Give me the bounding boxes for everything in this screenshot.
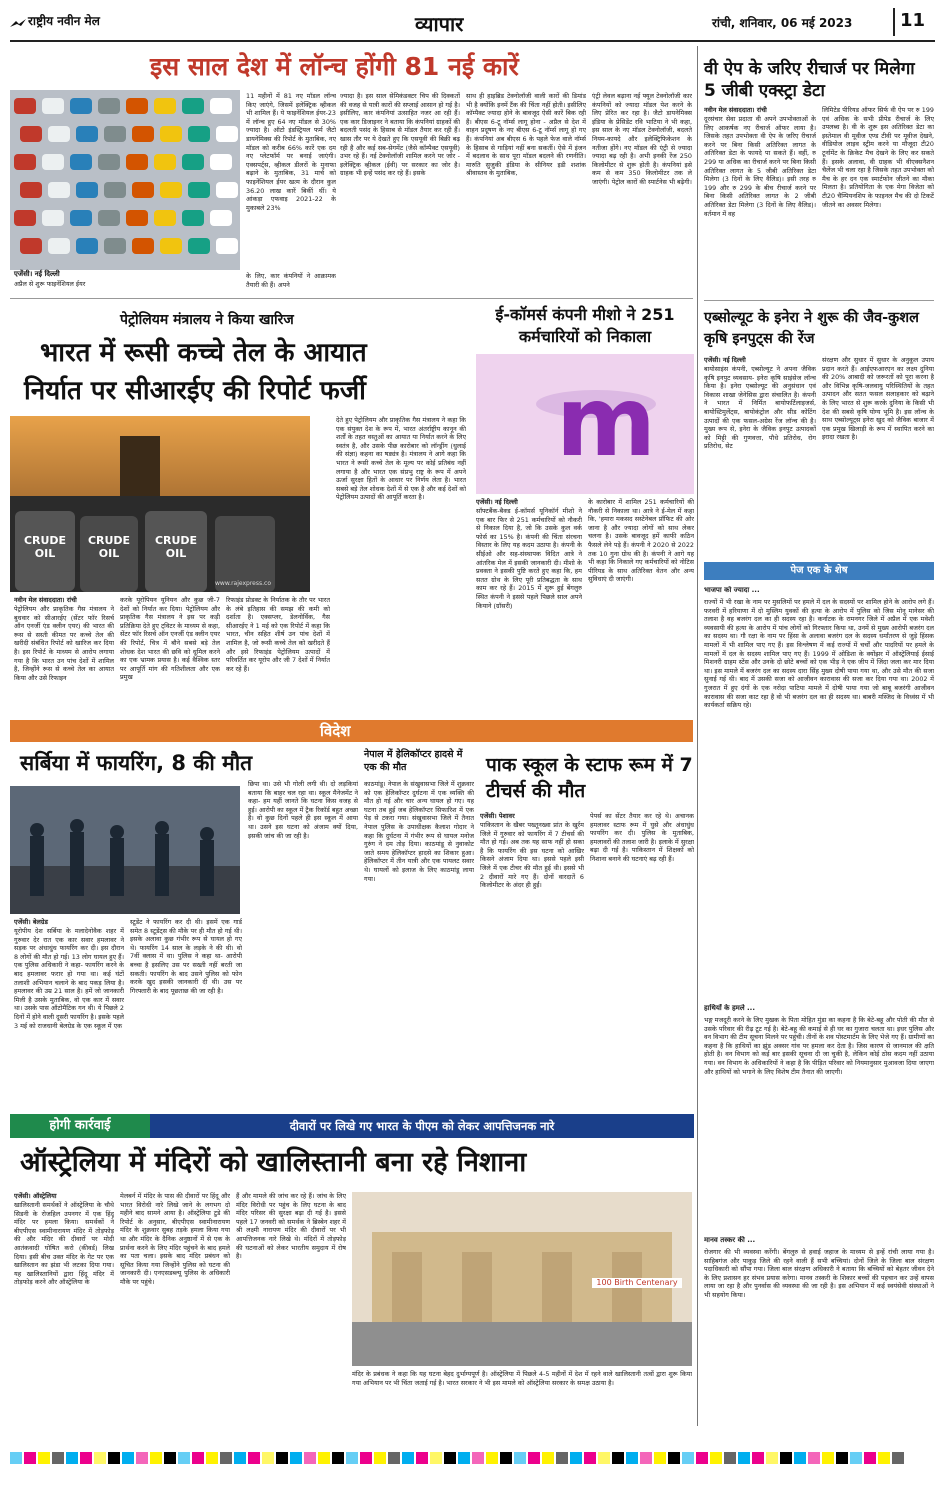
registration-square: [780, 1452, 792, 1464]
masthead: [0, 0, 945, 40]
australia-kicker: दीवारों पर लिखे गए भारत के पीएम को लेकर आपत्तिजनक नारे: [289, 1119, 555, 1133]
pakistan-byline: एजेंसी। पेशावर: [480, 812, 515, 820]
trafficker-body: रोजगार की भी व्यवस्था करेंगी। बेंगलुरु से हवाई जहाज के माध्यम से इन्हें रांची लाया गया है। साहिबगंज और पाकुड़ जिले की रहने वाली हैं सभी बच्चियां। दोनों जिले के जिला बाल संरक्षण पदाधिकारी को सौंपा गया। जिला बाल संरक्षण अधिकारी ने बताया कि बच्चियों को बेहतर जीवन देने के लिए प्रशासन हर संभव प्रयास करेगा। मानव तस्करी के शिकार बच्चों की पहचान कर उन्हें वापस लाया जा रहा है और पुनर्वास की व्यवस्था की जा रही है। इस अभियान में कई स्वयंसेवी संस्थाओं ने भी सहयोग किया।: [704, 1248, 934, 1299]
australia-body-1: खालिस्तानी समर्थकों ने ऑस्ट्रेलिया के चौथे सिडनी के रोजहिल उपनगर में एक हिंदू मंदिर पर हमला किया। समर्थकों ने बीएपीएस स्वामीनारायण मंदिर में तोड़फोड़ की और मंदिर की दीवारों पर मोदी आतंकवादी घोषित करो (कीवर्ड) लिख दिया। इसी बीच उक्त मंदिर के गेट पर एक खालिस्तान का झंडा भी लटका दिया गया। यह खालिस्तानियों द्वारा हिंदू मंदिर में तोड़फोड़ करने और ऑस्ट्रेलिया के: [14, 1201, 114, 1287]
recharge-headline: वी ऐप के जरिए रीचार्ज पर मिलेगा 5 जीबी एक्स्ट्रा डेटा: [704, 59, 915, 101]
paper-name: राष्ट्रीय नवीन मेल: [28, 14, 100, 28]
registration-square: [570, 1452, 582, 1464]
registration-square: [388, 1452, 400, 1464]
registration-square: [192, 1452, 204, 1464]
registration-square: [528, 1452, 540, 1464]
registration-square: [52, 1452, 64, 1464]
australia-body-3: हैं और मामले की जांच कर रहे हैं। जांच के लिए मंदिर विरोधी पर पहुंच के लिए घटना के बाद मंदिर परिसर की सुरक्षा बढ़ा दी गई है। इससे पहले 17 जनवरी को समर्थक ने ब्रिस्बेन शहर में श्री लक्ष्मी नारायण मंदिर की दीवारों पर भी आपत्तिजनक नारे लिखे थे। मंदिरों में तोड़फोड़ की घटनाओं को लेकर भारतीय समुदाय में रोष है।: [236, 1192, 346, 1261]
cars-body-2: ज्यादा है। इस साल सेमिकंडक्टर चिप की दिक्कतों की वजह से यात्री कारों की सप्लाई आसान हो गई है। इसीलिए, कार कंपनियां उत्साहित नजर आ रही हैं। एक कार डिजाइनर ने बताया कि कंपनियां ग्राहकों की बदलती पसंद के हिसाब से मॉडल तैयार कर रही हैं। खास तौर पर ये देखते हुए कि एसयूवी की बिक्री बढ़ रही है और कई सब-सेगमेंट (जैसे कॉम्पैक्ट एसयूवी) उभर रहे हैं। नई टेक्नोलॉजी शामिल करने पर जोर - इलेक्ट्रिक व्हीकल (ईवी) पर सरकार का जोर है। ग्राहक भी इन्हें पसंद कर रहे हैं। इसके: [340, 92, 460, 178]
masthead-divider: [893, 8, 895, 36]
photo-credit: www.rajexpress.co: [215, 580, 271, 587]
cars-body-3: साथ ही हाइब्रिड टेक्नोलॉजी वाली कारों की डिमांड भी है क्योंकि इनमें टैंक की चिंता नहीं होती। इसीलिए कॉम्पैक्ट ज्यादा होने के बावजूद ऐसी कारें बिक रही हैं। बीएस 6-टू नॉर्म्स लागू होना - अप्रैल से देश में वाहन प्रदूषण के नए बीएस 6-टू नॉर्म्स लागू हो गए हैं। कंपनियां अब बीएस 6 के पहले फेज वाले नॉर्म्स के हिसाब से गाड़ियां नहीं बना सकतीं। ऐसे में इंजन में बदलाव के साथ पूरा मॉडल बदलने की रणनीति। मारुति सुजुकी इंडिया के सीनियर इडी शशांक श्रीवास्तव के मुताबिक,: [466, 92, 586, 178]
registration-square: [850, 1452, 862, 1464]
meesho-photo: [476, 354, 694, 494]
trafficker-label: मानव तस्कर की ...: [704, 1236, 756, 1244]
meesho-headline: ई-कॉमर्स कंपनी मीशो ने 251 कर्मचारियों को निकाला: [495, 305, 675, 346]
registration-square: [696, 1452, 708, 1464]
registration-square: [430, 1452, 442, 1464]
registration-square: [108, 1452, 120, 1464]
australia-kicker-bar: [150, 1114, 694, 1138]
meesho-logo: m: [556, 366, 657, 478]
absolute-headline: एब्सोल्यूट के इनेरा ने शुरू की जैव-कुशल कृषि इनपुट्स की रेंज: [704, 310, 919, 347]
registration-square: [822, 1452, 834, 1464]
bjp-label: भाजपा को ज्यादा ...: [704, 586, 760, 594]
registration-square: [710, 1452, 722, 1464]
elephant-body: भङ्ग मजदूरी करने के लिए मुखक के पिता मोहित मुंडा का कहना है कि बेटे-बहू और पोती की मौत से उसके परिवार की रीढ़ टूट गई है। बेटे-बहू की कमाई से ही घर का गुजारा चलता था। इधर पुलिस और वन विभाग की टीम सूचना मिलने पर पहुंची। तीनों के शव पोस्टमार्टम के लिए भेजे गए हैं। ग्रामीणों का कहना है कि हाथियों का झुंड अक्सर गांव पर हमला कर देता है। जिस कारण से जानमाल की क्षति होती है। वन विभाग को कई बार इसकी सूचना दी जा चुकी है, लेकिन कोई ठोस कदम नहीं उठाया गया। वन विभाग के अधिकारियों ने कहा है कि पीड़ित परिवार को नियमानुसार मुआवजा दिया जाएगा और हाथियों को भगाने के लिए विशेष टीम तैनात की जाएगी।: [704, 1016, 934, 1076]
registration-square: [248, 1452, 260, 1464]
videsh-label: विदेश: [320, 722, 351, 740]
meesho-body-2: के कारोबार में शामिल 251 कर्मचारियों की नौकरी से निकाला था। आत्रे ने ई-मेल में कहा कि, 'हमारा मकसद सस्टेनेबल प्रॉफिट की ओर जाना है और ज्यादा लोगों को साथ लेकर चलना है। उसके बावजूद हमें काफी कठिन फैसले लेने पड़े हैं। कंपनी ने 2020 से 2022 तक 10 गुना ग्रोथ की है। कंपनी ने आगे यह भी कहा कि निकाले गए कर्मचारियों को नोटिस पीरियड के साथ अतिरिक्त वेतन और अन्य सुविधाएं दी जाएंगी।: [588, 498, 694, 584]
cars-body-4: एंट्री लेवल बढ़ाना नई फ्यूल टेक्नोलॉजी कार कंपनियों को ज्यादा मॉडल पेश करने के लिए प्रेरित कर रहा है। जैटो डायनेमिक्स इंडिया के प्रेसिडेंट रवि भाटिया ने भी कहा, इस साल के नए मॉडल टेक्नोलॉजी, बदलते नियम-कायदे और इलेक्ट्रिफिकेशन के नतीजा होंगे। नए मॉडल की एंट्री से ज्यादा ज्यादा बढ़ रही है। अभी इनकी रेंज 250 किलोमीटर से शुरू होती है। कंपनियां इसे कम से कम 350 किलोमीटर तक ले जाएंगी। पेट्रोल कारों की स्पार्टनेस भी बढ़ेगी।: [592, 92, 692, 186]
registration-square: [612, 1452, 624, 1464]
nepal-headline: नेपाल में हेलिकॉप्टर हादसे में एक की मौत: [364, 749, 463, 773]
registration-square: [206, 1452, 218, 1464]
registration-square: [654, 1452, 666, 1464]
australia-body-4: मंदिर के प्रबंधक ने कहा कि यह घटना बेहद दुर्भाग्यपूर्ण है। ऑस्ट्रेलिया में पिछले 4-5 महीनों में देश में रहने वाले खालिस्तानी तत्वों द्वारा शुरू किया गया अभियान पर भी चिंता जताई गई है। भारत सरकार ने भी इस मामले को ऑस्ट्रेलिया सरकार के समक्ष उठाया है।: [352, 1370, 692, 1387]
australia-tag: [10, 1114, 150, 1138]
dateline: रांची, शनिवार, 06 मई 2023: [712, 16, 853, 30]
australia-tag-label: होगी कार्रवाई: [49, 1118, 111, 1133]
registration-square: [38, 1452, 50, 1464]
recharge-body-1: दूरसंचार सेवा प्रदाता वी अपने उपभोक्ताओं के लिए आकर्षक नए रीचार्ज ऑफर लाया है। जिसके तहत उपभोक्ता वी ऐप के जरिए रीचार्ज करने पर बिना किसी अतिरिक्त लागत के अतिरिक्त डेटा के फायदे पा सकते हैं। वहीं, रु 299 या अधिक का रीचार्ज करने पर बिना किसी अतिरिक्त लागत के 5 जीबी अतिरिक्त डेटा मिलेगा (3 दिनों के लिए वैलिड)। इसी तरह रु 199 और रु 299 के बीच रीचार्ज करने पर बिना किसी अतिरिक्त लागत के 2 जीबी अतिरिक्त डेटा मिलेगा (3 दिनों के लिए वैलिड)। वर्तमान में वह: [704, 115, 816, 218]
registration-square: [752, 1452, 764, 1464]
meesho-body-1: सॉफ्टबैंक-बैक्ड ई-कॉमर्स यूनिकॉर्न मीशो ने एक बार फिर से 251 कर्मचारियों को नौकरी से निकाल दिया है, जो कि उसके कुल वर्क फोर्स का 15% है। कंपनी की चिंता संरचना विस्तार के लिए यह कदम उठाया है। कंपनी के सीईओ और सह-संस्थापक विदित आत्रे ने आंतरिक मेल में इसकी जानकारी दी। मीशो के प्रवक्ता ने इसकी पुष्टि करते हुए कहा कि, हम सतत ग्रोथ के लिए पूरी प्रतिबद्धता के साथ काम कर रहे हैं। 2015 में शुरू हुई बेंगलुरु स्थित कंपनी ने इससे पहले पिछले साल अपने कियाने (ग्रॉसरी): [476, 507, 582, 610]
registration-square: [864, 1452, 876, 1464]
registration-square: [94, 1452, 106, 1464]
registration-square: [416, 1452, 428, 1464]
registration-square: [164, 1452, 176, 1464]
cars-body-1: 11 महीनों में 81 नए मॉडल लॉन्च किए जाएंगे, जिसमें इलेक्ट्रिक व्हीकल भी शामिल हैं। ये फाइनेंशियल ईयर-23 में लॉन्च हुए 64 नए मॉडल से 30% ज्यादा है। ऑटो इंडस्ट्रियल फर्म जैटो डायनेमिक्स की रिपोर्ट के मुताबिक, नए मॉडल को करीब 66% कारें एक दम नए प्लेटफॉर्म पर बनाई जाएंगी। एक्सपर्ट्स, व्हीकल डीलरों के मुनाफा बढ़ाने के मुताबिक, 31 मार्च को फाइनेंशियल ईयर खत्म के दौरान कुल 36.20 लाख कारें बिकीं थीं। ये आंकड़ा एफवाइ 2021-22 के मुकाबले 23%: [246, 92, 336, 212]
registration-square: [738, 1452, 750, 1464]
absolute-body-2: संरक्षण और सुधार में सुधार के अनुकूल उपाय प्रदान करते हैं। आईएफआरएन का लक्ष्य दुनिया की 20% आबादी को जरूरतों को पूरा करना है और विभिन्न कृषि-जलवायु परिस्थितियों के तहत उत्पादन और सतत फसल सलाहकार को बढ़ाने के लिए भारत से शुरू करके दुनिया के किसी भी देश की सबसे कृषि योग्य भूमि है। इस लॉन्च के साथ एब्सोल्यूट्स इनेरा खुद को जैविक बाजार में एक प्रमुख खिलाड़ी के रूप में स्थापित करने का इरादा रखता है।: [822, 356, 934, 442]
registration-square: [472, 1452, 484, 1464]
registration-square: [346, 1452, 358, 1464]
barrel-label-1: CRUDE OIL: [23, 534, 67, 560]
registration-square: [808, 1452, 820, 1464]
registration-square: [178, 1452, 190, 1464]
serbia-photo: [10, 786, 240, 914]
elephant-label: हाथियों के हमले ...: [704, 1004, 756, 1012]
registration-square: [640, 1452, 652, 1464]
registration-square: [892, 1452, 904, 1464]
remaining-title-bar: [704, 562, 934, 580]
paper-logo-icon: [10, 14, 26, 24]
registration-square: [374, 1452, 386, 1464]
serbia-body-3: छिपा था। उसे भी गोली लगी थी। दो लड़कियां बताया कि बाहर चल रहा था। स्कूल मैनेजमेंट ने कहा- हम यहीं जानते कि घटना किस वजह से हुई। आरोपी का स्कूल में ट्रैक रिकॉर्ड बहुत अच्छा है। वो कुछ दिनों पहले ही इस स्कूल में आया था। उसने इस घटना को अंजाम क्यों दिया, इसकी जांच की जा रही है।: [248, 780, 358, 840]
registration-square: [682, 1452, 694, 1464]
crude-body-2: करके यूरोपियन यूनियन और कुछ जी-7 देशों को निर्यात कर दिया। पेट्रोलियम और प्राकृतिक गैस मंत्रालय ने इस पर कड़ी प्रतिक्रिया देते हुए ट्विटर के माध्यम से कहा, सेंटर फॉर रिसर्च ऑन एनर्जी एंड क्लीन एयर की रिपोर्ट, चित्र में बौने सबसे बड़े तेल शोधक देश भारत की छवि को धूमिल करने का एक भ्रामक प्रयास है। कई वैश्विक स्तर पर आपूर्ति मांग की गतिशीलता और एक प्रमुख: [120, 596, 220, 682]
crude-body-3: रिफाइंड प्रोडक्ट के निर्यातक के तौर पर भारत के लंबे इतिहास की समझ की कमी को दर्शाता है। एक्सप्लर, डेलनोर्विक, गैस सीआरईए ने 1 मई को एक रिपोर्ट में कहा कि भारत, चीन सहित शीर्ष उन पांच देशों में शामिल है, जो रूसी कच्चे तेल को खरीदते हैं और इसे रिफाइंड पेट्रोलियम उत्पादों में परिवर्तित कर यूरोप और जी 7 देशों में निर्यात कर रहे हैं।: [226, 596, 330, 673]
cars-caption-byline: एजेंसी। नई दिल्ली: [14, 270, 60, 278]
pakistan-body-2: पेपर्स का सेंटर तैयार कर रहे थे। अचानक हमलावर स्टाफ रूम में घुसे और अंधाधुंध फायरिंग कर दी। पुलिस के मुताबिक, हमलावरों की तलाश जारी है। इलाके में सुरक्षा बढ़ा दी गई है। पाकिस्तान में शिक्षकों को निशाना बनाने की घटनाएं बढ़ रही हैं।: [590, 812, 694, 863]
registration-square: [402, 1452, 414, 1464]
cars-headline: इस साल देश में लॉन्च होंगी 81 नई कारें: [150, 52, 519, 81]
color-registration-strip: [10, 1452, 935, 1466]
cars-caption-line: अप्रैल से शुरू फाइनेंशियल ईयर: [14, 280, 86, 288]
registration-square: [360, 1452, 372, 1464]
crude-headline-line2: निर्यात पर सीआरईए की रिपोर्ट फर्जी: [24, 376, 366, 406]
nepal-body: काठमांडू। नेपाल के संखुवासभा जिले में शुक्रवार को एक हेलिकॉप्टर दुर्घटना में एक व्यक्ति की मौत हो गई और चार अन्य घायल हो गए। यह घटना तब हुई जब हेलिकॉप्टर सिफारिश में एक पेड़ से टकरा गया। संखुवासभा जिले में तैनात नेपाल पुलिस के उपाधीक्षक कैलाश गोदार ने कहा कि दुर्घटना में गंभीर रूप से घायल मनोज गुरुंग ने दम तोड़ दिया। काठमांडू से नुवाकोट जाते समय हेलिकॉप्टर हादसे का शिकार हुआ। हेलिकॉप्टर में तीन यात्री और एक पायलट सवार थे। घायलों को इलाज के लिए काठमांडू लाया गया।: [364, 780, 474, 883]
australia-body-2: मेलबर्न में मंदिर के पास की दीवारों पर हिंदू और भारत विरोधी नारे लिखे जाने के लगभग दो महीने बाद सामने आया है। ऑस्ट्रेलिया टुडे की रिपोर्ट के अनुसार, बीएपीएस स्वामीनारायण मंदिर के शुक्रवार सुबह तड़के हमला किया गया था और मंदिर के दैनिक अनुष्ठानों में से एक के प्रार्थना करने के लिए मंदिर पहुंचने के बाद हमले का पता चला। इसके बाद मंदिर प्रबंधन को सूचित किया गया जिन्होंने पुलिस को घटना की जानकारी दी। एनएसडब्ल्यू पुलिस के अधिकारी मौके पर पहुंचे।: [120, 1192, 230, 1286]
registration-square: [500, 1452, 512, 1464]
crude-photo: [10, 416, 310, 592]
column-divider: [697, 46, 698, 1426]
registration-square: [10, 1452, 22, 1464]
registration-square: [878, 1452, 890, 1464]
australia-headline: ऑस्ट्रेलिया में मंदिरों को खालिस्तानी बना रहे निशाना: [20, 1147, 527, 1178]
registration-square: [318, 1452, 330, 1464]
australia-temple-photo: [352, 1192, 692, 1366]
cars-photo: [10, 90, 240, 270]
temple-banner: 100 Birth Centenary: [592, 1278, 682, 1288]
crude-byline: नवीन मेल संवाददाता। रांची: [14, 596, 77, 604]
registration-square: [276, 1452, 288, 1464]
absolute-top-rule: [704, 300, 934, 301]
serbia-byline: एजेंसी। बेलग्रेड: [14, 918, 48, 926]
registration-square: [598, 1452, 610, 1464]
registration-square: [766, 1452, 778, 1464]
registration-square: [836, 1452, 848, 1464]
serbia-body-1: यूरोपीय देश सर्बिया के मलादेनोवैक शहर में गुरुवार देर रात एक कार सवार हमलावर ने सड़क पर अंधाधुंध फायरिंग कर दी। इस दौरान 8 लोगों की मौत हो गई। 13 लोग घायल हुए हैं। एक पुलिस अधिकारी ने कहा- फायरिंग करने के बाद हमलावर फरार हो गया था। कई घंटों तलाशी अभियान चलाने के बाद पकड़ लिया है। हमलावर की उम्र 21 साल है। हमें जो जानकारी मिली है उसके मुताबिक, वो एक कार में सवार था। उसके पास ऑटोमैटिक गन थी। ये पिछले 2 दिनों में होने वाली दूसरी फायरिंग है। इसके पहले 3 मई को राजधानी बेलग्रेड के एक स्कूल में एक: [14, 927, 124, 1030]
registration-square: [584, 1452, 596, 1464]
registration-square: [556, 1452, 568, 1464]
crude-top-rule: [10, 298, 693, 299]
videsh-bar: [10, 720, 693, 742]
registration-square: [80, 1452, 92, 1464]
registration-square: [542, 1452, 554, 1464]
barrel-label-2: CRUDE OIL: [87, 534, 131, 560]
registration-square: [262, 1452, 274, 1464]
registration-square: [458, 1452, 470, 1464]
registration-square: [150, 1452, 162, 1464]
masthead-rule: [10, 40, 935, 42]
australia-byline: एजेंसी। ऑस्ट्रेलिया: [14, 1192, 57, 1200]
registration-square: [794, 1452, 806, 1464]
registration-square: [724, 1452, 736, 1464]
registration-square: [136, 1452, 148, 1464]
page-number: 11: [900, 10, 926, 31]
serbia-body-2: स्टूडेंट ने फायरिंग कर दी थी। इसमें एक गार्ड समेत 8 स्टूडेंट्स की मौके पर ही मौत हो गई थी। इसके अलावा कुछ गंभीर रूप से घायल हो गए थे। फायरिंग 14 साल के लड़के ने की थी। वो 7वीं क्लास में था। पुलिस ने कहा था- आरोपी बच्चा है इसलिए उस पर सख्ती नहीं बरती जा सकती। फायरिंग के बाद उसने पुलिस को फोन करके खुद इसकी जानकारी दी थी। उस पर गिरफ्तारी के बाद पूछताछ की जा रही है।: [130, 918, 242, 995]
meesho-byline: एजेंसी। नई दिल्ली: [476, 498, 518, 506]
cars-body-1-tail: के लिए, कार कंपनियों ने आक्रामक तैयारी की हैं। अपने: [246, 272, 336, 289]
registration-square: [626, 1452, 638, 1464]
registration-square: [444, 1452, 456, 1464]
registration-square: [220, 1452, 232, 1464]
registration-square: [486, 1452, 498, 1464]
registration-square: [332, 1452, 344, 1464]
bjp-body: राज्यों में भी रखा के नाम पर मुसलिमों पर हमले में दल के सदस्यों पर शामिल होने के आरोप लगे हैं। फरवरी में हरियाणा में दो मुस्लिम युवकों की हत्या के आरोप में पुलिस को जिस मोनू मानेसर की तलाश है वह बजरंग दल का ही सदस्य रहा है। कर्नाटक के रामनगर जिले में अप्रैल में एक मवेशी व्यवसायी की हत्या के आरोप में पांच लोगों को गिरफ्तार किया था, उनमें से मुख्य आरोपी बजरंग दल का सदस्य था। गौ रक्षा के नाम पर हिंसा के अलावा बजरंग दल के सदस्य धर्मांतरण से जुड़े हिंसक मामलों में भी शामिल पाए गए हैं। इस विश्लेषण में कई राज्यों में चर्चों और पादरियों पर हमले के मामलों में दल के सदस्य शामिल पाए गए हैं। 1999 में ओडिशा के क्योंझर में ऑस्ट्रेलियाई ईसाई मिशनरी ग्राहम स्टेंस और उनके दो छोटे बच्चों को एक भीड़ ने एक जीप में जिंदा जला कर मार दिया था। इस मामले में बजरंग दल का सदस्य दारा सिंह मुख्य दोषी पाया गया था, और उसे मौत की सजा सुनाई गई थी। बाद में उसकी सजा को आजीवन कारावास की सजा कर दिया गया था। 2002 में गुजरात में हुए दंगों के एक नरोदा पाटिया मामले में दोषी पाया गया जो बाबू बजरंगी आजीवन कारावास की सजा काट रहा है वो भी बजरंग दल का ही सदस्य था। बाबरी मस्जिद के विध्वंस में भी कार्यकर्ता सक्रिय रहे।: [704, 598, 934, 710]
crude-body-4: देते हुए पेट्रोलियम और प्राकृतिक गैस मंत्रालय ने कहा कि एक संयुक्त देश के रूप में, भारत अंतर्राष्ट्रीय कानून की शर्तों के तहत वस्तुओं का आयात या निर्यात करने के लिए स्वतंत्र है, और उसके पीछ कारोबार को लॉन्ड्रींग (धुलाई की संज्ञा) कहना का षड्यंत्र है। मंत्रालय ने आगे कहा कि भारत ने रूसी कच्चे तेल के मूल्य पर कोई प्रतिबंध नहीं लगाया है और भारत एक संप्रभु राष्ट्र के रूप में अपने ऊर्जा सुरक्षा हितों के आधार पर निर्णय लेता है। भारत सबसे बड़े तेल शोधक देशों में से एक है और कई देशों को पेट्रोलियम उत्पादों की आपूर्ति करता है।: [336, 416, 466, 502]
crude-kicker: पेट्रोलियम मंत्रालय ने किया खारिज: [120, 312, 294, 328]
registration-square: [304, 1452, 316, 1464]
barrel-label-3: CRUDE OIL: [154, 534, 198, 560]
registration-square: [122, 1452, 134, 1464]
registration-square: [66, 1452, 78, 1464]
registration-square: [234, 1452, 246, 1464]
crude-body-1: पेट्रोलियम और प्राकृतिक गैस मंत्रालय ने बुधवार को सीआरईए (सेंटर फॉर रिसर्च ऑन एनर्जी एंड क्लीन एयर) की भारत की रूस से सस्ती कीमत पर कच्चे तेल की खरीदी संबंधित रिपोर्ट को खारिज कर दिया है। इस रिपोर्ट के माध्यम से आरोप लगाया गया है कि भारत उन पांच देशों में शामिल है, जिन्होंने रूस से कच्चे तेल का आयात किया और उसे रिफाइन: [14, 605, 114, 682]
serbia-headline: सर्बिया में फायरिंग, 8 की मौत: [20, 751, 253, 775]
registration-square: [514, 1452, 526, 1464]
absolute-body-1: बायोसाइंस कंपनी, एब्सोल्यूट ने अपना जैविक कृषि इनपुट व्यवसाय- इनेरा कृषि साइंसेज लॉन्च किया है। इनेरा एब्सोल्यूट की अनुसंधान एवं विकास शाखा जेनेसिस द्वारा संचालित है। कंपनी ने भारत में निर्मित बायोफर्टिलाइजर्स, बायोस्टिमुलेंट्स, बायोकंट्रोल और सीड कोटिंग उत्पादों की एक फसल-अग्रेस रेंज लॉन्च की है। मुख्य रूप से, इनेरा के जैविक इनपुट उत्पादकों को मिट्टी की गुणवत्ता, पौधे प्रतिरोध, रोग प्रतिरोध, सेट: [704, 365, 816, 451]
pakistan-headline: पाक स्कूल के स्टाफ रूम में 7 टीचर्स की मौत: [486, 754, 693, 802]
remaining-title: पेज एक के शेष: [790, 565, 848, 576]
section-title: व्यापार: [415, 12, 464, 36]
registration-square: [668, 1452, 680, 1464]
absolute-byline: एजेंसी। नई दिल्ली: [704, 356, 746, 364]
crude-headline-line1: भारत में रूसी कच्चे तेल के आयात: [40, 338, 367, 368]
pakistan-body-1: पाकिस्तान के खैबर पख्तूनख्वा प्रांत के खुर्रम जिले में गुरुवार को फायरिंग में 7 टीचर्स की मौत हो गई। अब तक यह साफ नहीं हो सका है कि फायरिंग की इस घटना को आखिर किसने अंजाम दिया था। इससे पहले इसी जिले में एक टीचर की मौत हुई थी। इससे भी 2 दीवारों मारे गए हैं। दोनों वारदातें 6 किलोमीटर के अंदर ही हुईं।: [480, 821, 584, 890]
registration-square: [24, 1452, 36, 1464]
recharge-body-2: लिमिटेड पीरियड ऑफर सिर्फ वी ऐप पर रु 199 एवं अधिक के सभी प्रीपेड रीचार्ज के लिए उपलब्ध है। वी के शुरू इस अतिरिक्त डेटा का इस्तेमाल वी मूवीज एण्ड टीवी पर मूवीज देखने, वीडियोज लाइव स्ट्रीम करने या मौजूदा टी20 टूर्नामेंट के क्रिकेट मैच देखने के लिए कर सकते हैं। इसके अलावा, वी ग्राहक भी वीएक्सनैशन चैलेंज भी चला रहा है जिसके तहत उपभोक्ता को मैच के हर दन एक स्मार्टफोन जीतने का मौका मिलता है। प्रतियोगिता के एक मेगा विजेता को टी20 चैम्पियनशिप के फाइनल मैच की दो टिकटें जीतने का अवसर मिलेगा।: [822, 106, 934, 209]
recharge-byline: नवीन मेल संवाददाता। रांची: [704, 106, 767, 114]
registration-square: [290, 1452, 302, 1464]
